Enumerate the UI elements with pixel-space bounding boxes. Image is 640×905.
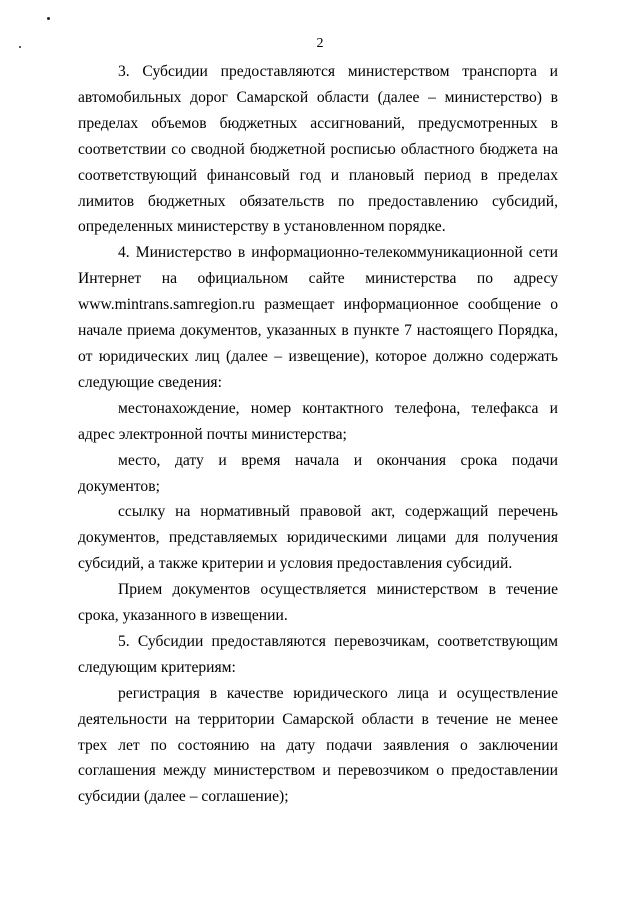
document-body: [78, 59, 558, 810]
notice-item-contacts: местонахождение, номер контактного телефона, телефакса и адрес электронной почты министерства;: [78, 399, 558, 443]
notice-item-deadline: место, дату и время начала и окончания срока подачи документов;: [78, 451, 558, 495]
paragraph-5-criteria: 5. Субсидии предоставляются перевозчикам, соответствующим следующим критериям:: [78, 632, 558, 676]
paragraph-document-acceptance: Прием документов осуществляется министерством в течение срока, указанного в извещении.: [78, 581, 558, 625]
page-number: 2: [316, 36, 324, 51]
paragraph-3-subsidies-provider: 3. Субсидии предоставляются министерством транспорта и автомобильных дорог Самарской области (далее – министерство) в пределах объемов бюджетных ассигнований, предусмотренных в соответствии со сводной бюджетной росписью областного бюджета на соответствующий финансовый год и плановый период в пределах лимитов бюджетных обязательств по предоставлению субсидий, определенных министерству в установленном порядке.: [78, 63, 558, 236]
paragraph-4-ministry-notice: 4. Министерство в информационно-телекоммуникационной сети Интернет на официальном сайте министерства по адресу www.mintrans.samregion.ru размещает информационное сообщение о начале приема документов, указанных в пункте 7 настоящего Порядка, от юридических лиц (далее – извещение), которое должно содержать следующие сведения:: [78, 244, 558, 391]
scan-speck: [47, 17, 50, 20]
criteria-item-registration: регистрация в качестве юридического лица и осуществление деятельности на территории Самарской области в течение не менее трех лет по состоянию на дату подачи заявления о заключении соглашения между министерством и перевозчиком о предоставлении субсидии (далее – соглашение);: [78, 684, 558, 806]
notice-item-legal-act: ссылку на нормативный правовой акт, содержащий перечень документов, представляемых юридическими лицами для получения субсидий, а также критерии и условия предоставления субсидий.: [78, 503, 558, 573]
